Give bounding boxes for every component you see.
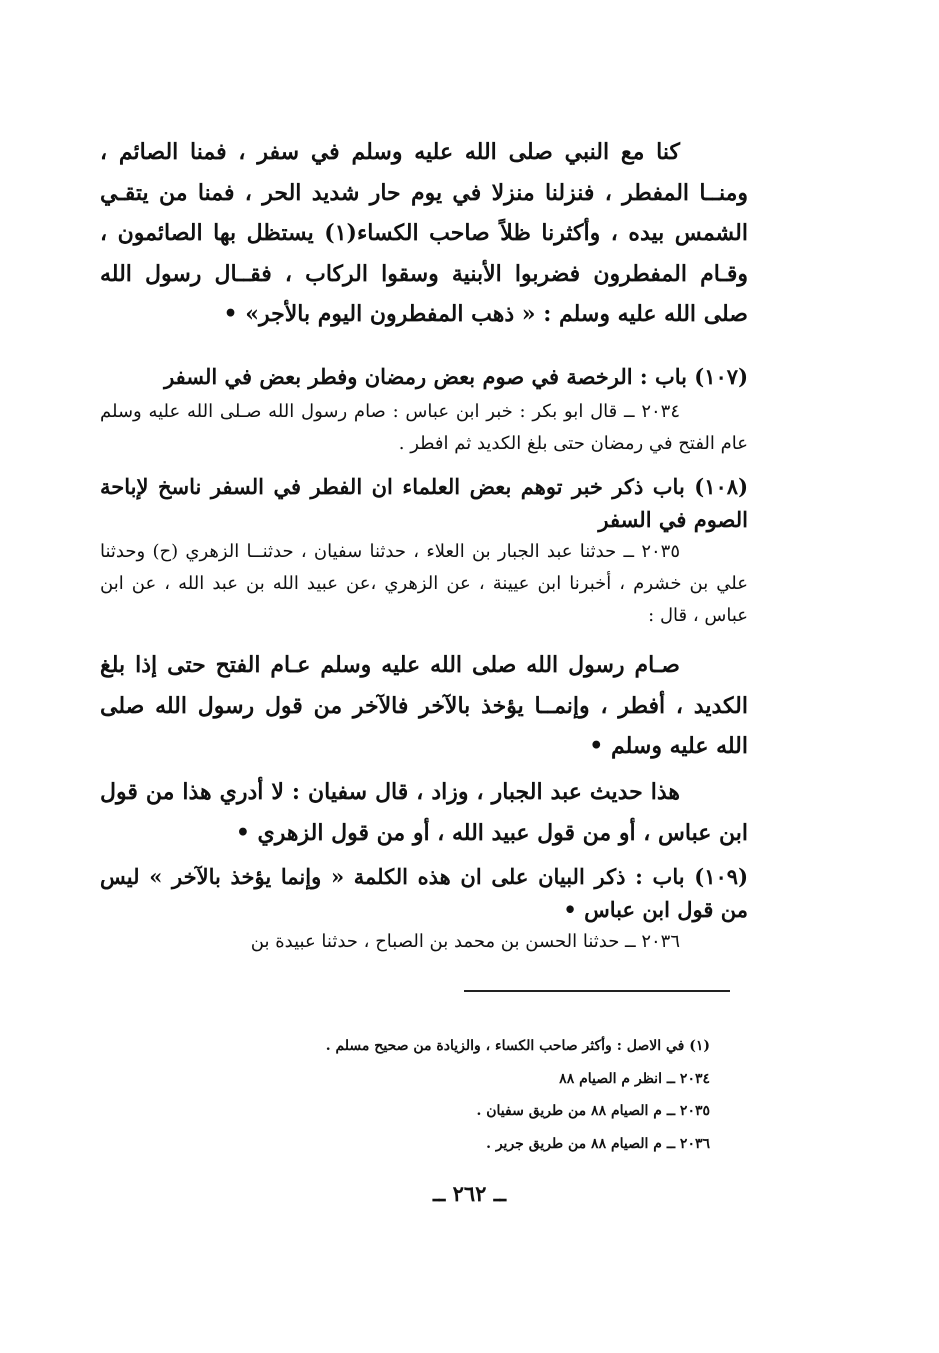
footnote-2035: ٢٠٣٥ ــ م الصيام ٨٨ من طريق سفيان .	[476, 1103, 710, 1119]
hadith-2034: ٢٠٣٤ ــ قال ابو بكر : خبر ابن عباس : صام رسول الله صـلى الله عليه وسلم عام الفتح في رمضان حتى بلغ الكديد ثم افطر .	[100, 401, 748, 454]
footnotes	[225, 1030, 710, 1160]
footnote-2034: ٢٠٣٤ ــ انظر م الصيام ٨٨	[559, 1070, 710, 1087]
chapter-heading-108: (١٠٨) باب ذكر خبر توهم بعض العلماء ان الفطر في السفر ناسخ لإباحة الصوم في السفر	[100, 474, 748, 532]
commentary-paragraph: هذا حديث عبد الجبار ، وزاد ، قال سفيان : لا أدري هذا من قول ابن عباس ، أو من قول عبيد الله ، أو من قول الزهري •	[100, 779, 748, 846]
chapter-heading-107: (١٠٧) باب : الرخصة في صوم بعض رمضان وفطر بعض في السفر	[164, 364, 748, 389]
paragraph-hadith-continuation: كنا مع النبي صلى الله عليه وسلم في سفر ، فمنا الصائم ، ومنــا المفطر ، فنزلنا منزلا في يوم حار شديد الحر ، فمنا من يتقـي الشمس بيده ، وأكثرنا ظلاً صاحب الكساء(١) يستظل بها الصائمون ، وقـام المفطرون فضربوا الأبنية وسقوا الركاب ، فقــال رسول الله صلى الله عليه وسلم : « ذهب المفطرون اليوم بالأجر» •	[100, 139, 749, 327]
hadith-2035-matn: صـام رسول الله صلى الله عليه وسلم عـام الفتح حتى إذا بلغ الكديد ، أفطر ، وإنمــا يؤخذ بالآخر فالآخر من قول رسول الله صلى الله عليه وسلم •	[100, 652, 748, 759]
hadith-2035-isnad: ٢٠٣٥ ــ حدثنا عبد الجبار بن العلاء ، حدثنا سفيان ، حدثنــا الزهري (ح) وحدثنا علي بن خشرم ، أخبرنا ابن عيينة ، عن الزهري ،عن عبيد الله بن عبد الله ، عن ابن عباس ، قال :	[100, 541, 748, 626]
hadith-2036-start: ٢٠٣٦ ــ حدثنا الحسن بن محمد بن الصباح ، حدثنا عبيدة بن	[250, 931, 680, 952]
chapter-heading-109: (١٠٩) باب : ذكر البيان على ان هذه الكلمة « وإنما يؤخذ بالآخر » ليس من قول ابن عباس •	[100, 864, 748, 922]
footnote-2036: ٢٠٣٦ ــ م الصيام ٨٨ من طريق جرير .	[486, 1135, 710, 1152]
footnote-1: (١) في الاصل : وأكثر صاحب الكساء ، والزيادة من صحيح مسلم .	[325, 1038, 710, 1054]
footnote-divider	[464, 990, 730, 992]
page-number: ــ ٢٦٢ ــ	[432, 1181, 507, 1206]
